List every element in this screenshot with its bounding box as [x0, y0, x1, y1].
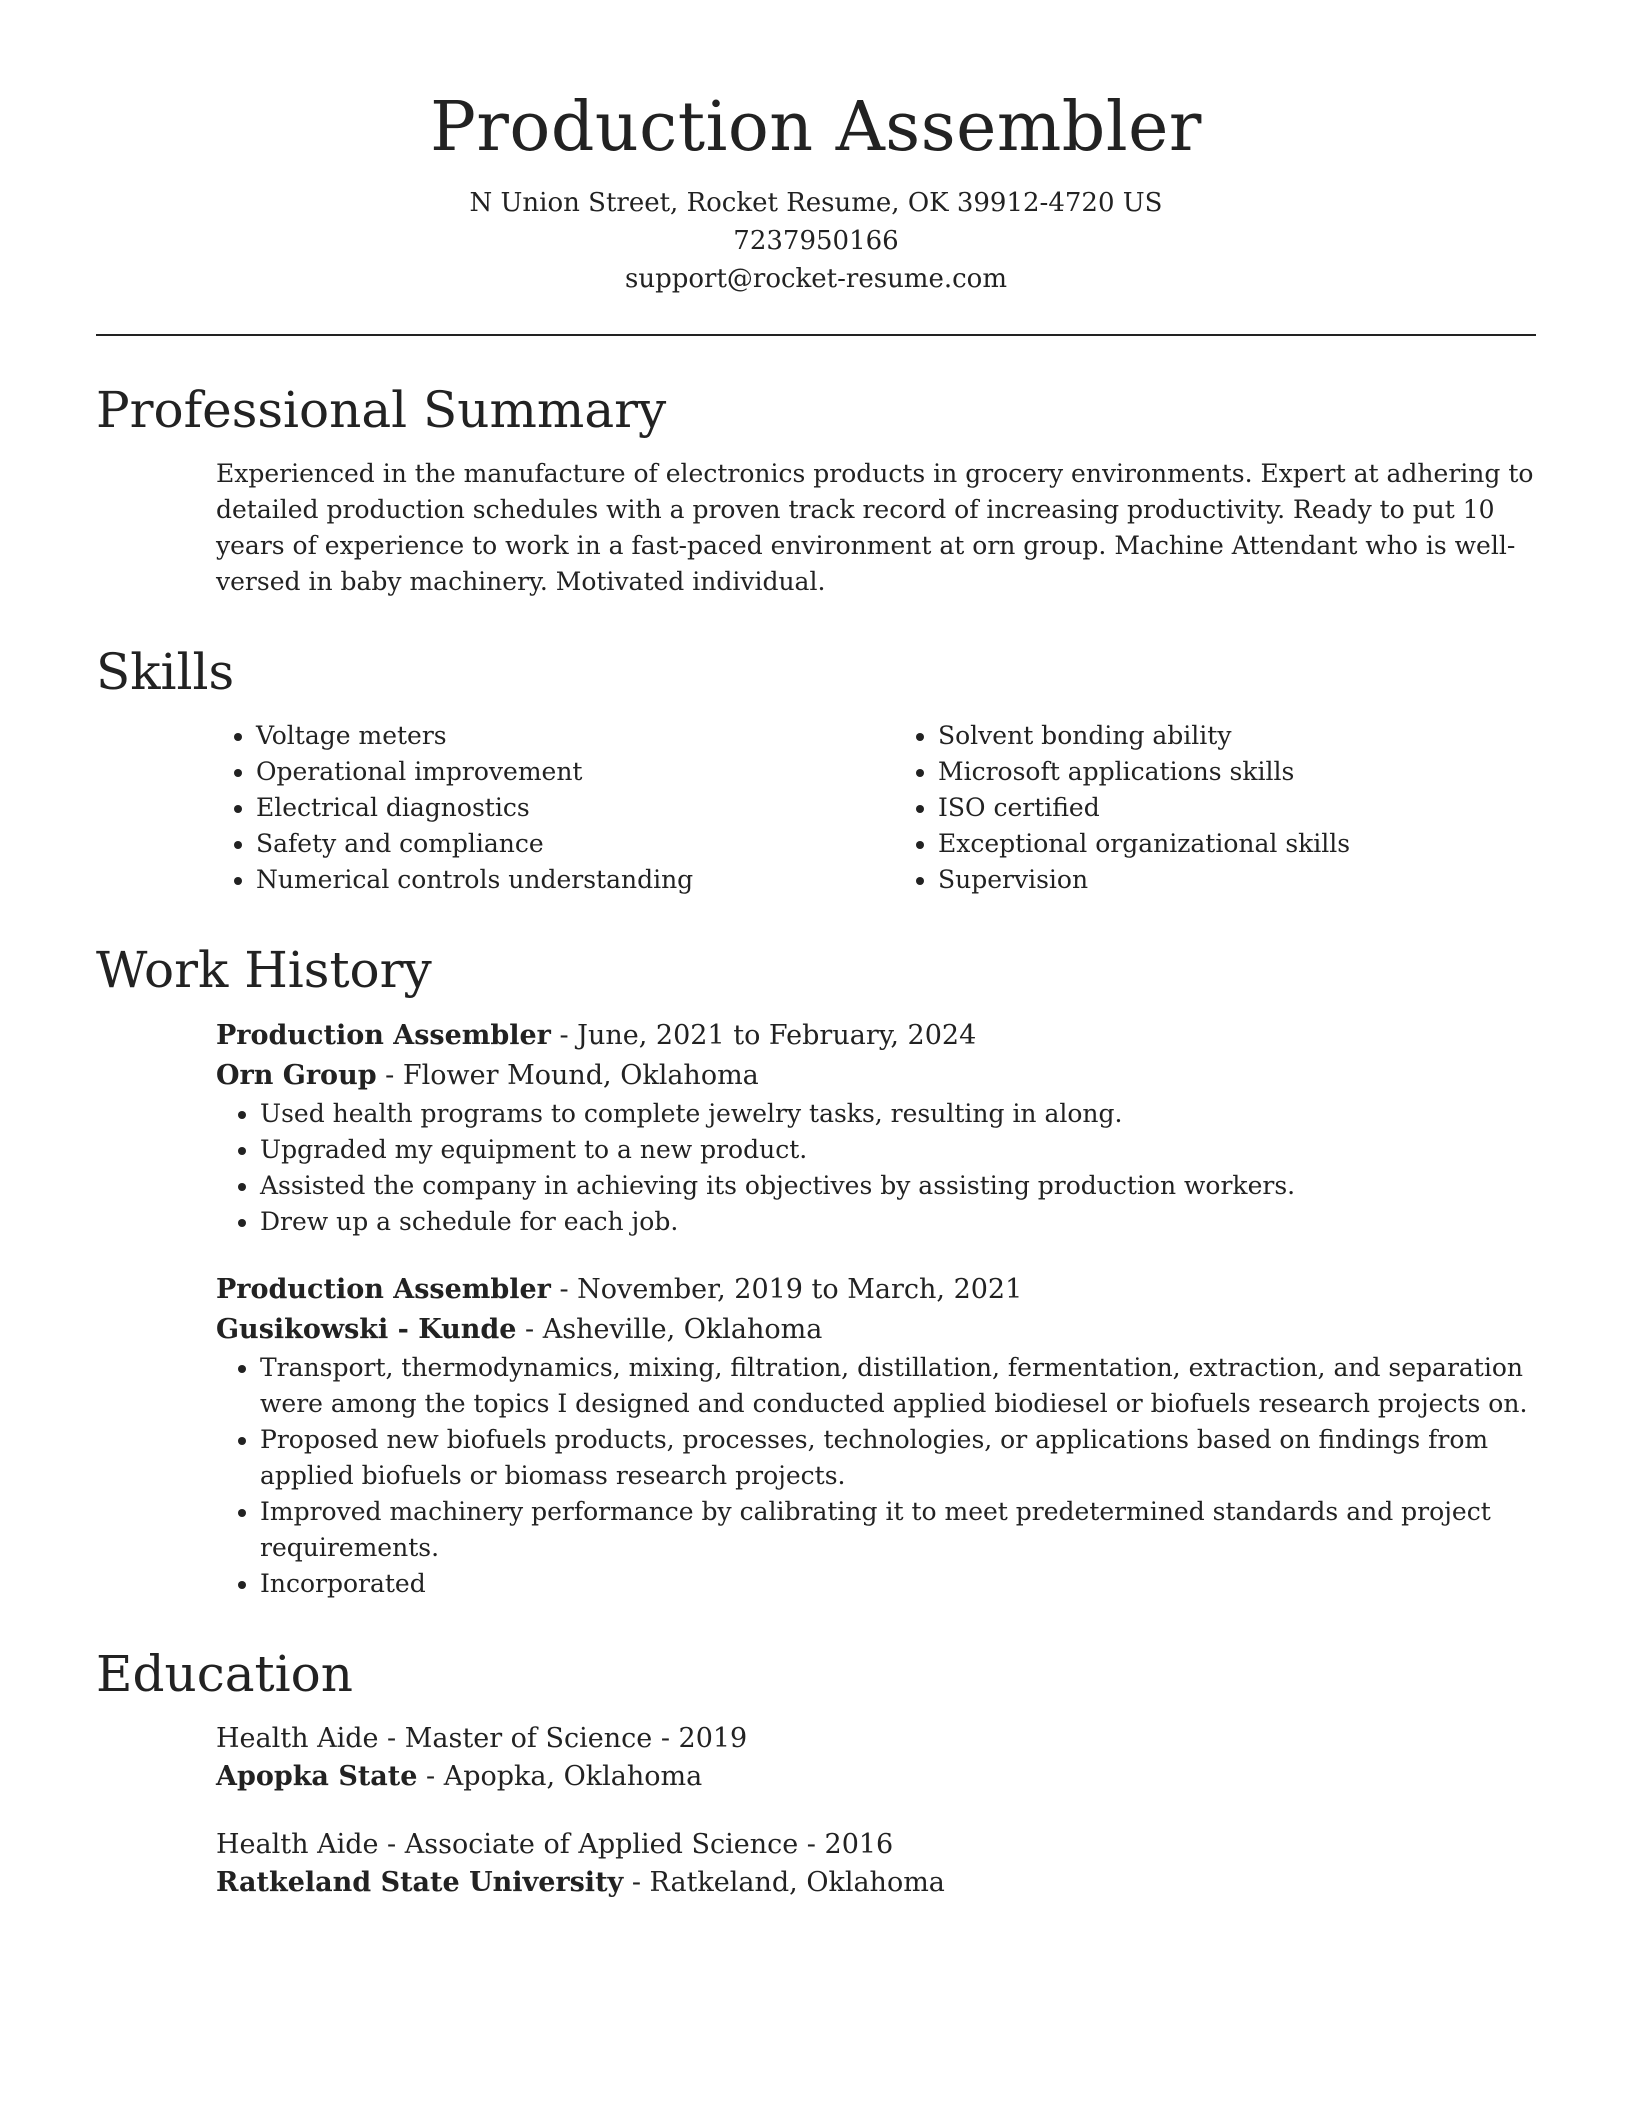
school-line — [216, 1758, 1536, 1796]
summary-text: Experienced in the manufacture of electronics products in grocery environments. Expert at adhering to detailed production schedules with a proven track record of increasing productivity. Ready to put 10 years of experience to work in a fast-paced environment at orn group. Machine Attendant who is well-versed in baby machinery. Motivated individual. — [216, 459, 1534, 596]
job-company: Gusikowski - Kunde — [216, 1314, 517, 1345]
summary-section — [96, 378, 1536, 600]
school-name: Ratkeland State University — [216, 1867, 624, 1898]
job-location: - Asheville, Oklahoma — [516, 1314, 823, 1345]
work-history-section — [96, 938, 1536, 1602]
skill-item: • Microsoft applications skills — [938, 754, 1536, 790]
job-bullet: • Upgraded my equipment to a new product. — [260, 1132, 1536, 1168]
summary-heading: Professional Summary — [96, 381, 667, 439]
school-line — [216, 1864, 1536, 1902]
address: N Union Street, Rocket Resume, OK 39912-4720 US — [469, 188, 1163, 218]
education-entry — [216, 1826, 1536, 1902]
job-title-line — [216, 1270, 1536, 1310]
job-bullet: • Improved machinery performance by calibrating it to meet predetermined standards and project requirements. — [260, 1494, 1536, 1566]
candidate-name: Production Assembler — [430, 88, 1202, 167]
job-bullet: • Used health programs to complete jewelry tasks, resulting in along. — [260, 1096, 1536, 1132]
skills-heading: Skills — [96, 643, 235, 701]
skills-list-left — [212, 718, 854, 898]
school-name: Apopka State — [216, 1761, 418, 1792]
job-bullet: • Drew up a schedule for each job. — [260, 1204, 1536, 1240]
skill-item: • Voltage meters — [256, 718, 854, 754]
job-bullets — [216, 1350, 1536, 1602]
phone: 7237950166 — [733, 226, 899, 256]
job-dates: - June, 2021 to February, 2024 — [550, 1020, 977, 1051]
email: support@rocket-resume.com — [624, 264, 1007, 294]
job-bullet: • Transport, thermodynamics, mixing, filtration, distillation, fermentation, extraction, and separation were among the topics I designed and conducted applied biodiesel or biofuels research projects on. — [260, 1350, 1536, 1422]
education-section — [96, 1642, 1536, 1902]
degree-line: Health Aide - Master of Science - 2019 — [216, 1723, 748, 1754]
job-role: Production Assembler — [216, 1020, 551, 1051]
school-location: - Ratkeland, Oklahoma — [623, 1867, 945, 1898]
job-title-line — [216, 1016, 1536, 1056]
job-company-line — [216, 1056, 1536, 1096]
skill-item: • Exceptional organizational skills — [938, 826, 1536, 862]
skill-item: • Solvent bonding ability — [938, 718, 1536, 754]
job-bullet: • Assisted the company in achieving its objectives by assisting production workers. — [260, 1168, 1536, 1204]
skill-item: • Operational improvement — [256, 754, 854, 790]
skill-item: • Supervision — [938, 862, 1536, 898]
job-role: Production Assembler — [216, 1274, 551, 1305]
education-heading: Education — [96, 1645, 353, 1703]
job-bullet: • Proposed new biofuels products, processes, technologies, or applications based on findings from applied biofuels or biomass research projects. — [260, 1422, 1536, 1494]
job-location: - Flower Mound, Oklahoma — [376, 1060, 759, 1091]
contact-block — [96, 184, 1536, 298]
school-location: - Apopka, Oklahoma — [417, 1761, 703, 1792]
work-history-heading: Work History — [96, 941, 432, 999]
skill-item: • Numerical controls understanding — [256, 862, 854, 898]
skills-list-right — [894, 718, 1536, 898]
job-entry — [216, 1270, 1536, 1602]
header-divider — [96, 334, 1536, 336]
skill-item: • Safety and compliance — [256, 826, 854, 862]
job-entry — [216, 1016, 1536, 1240]
skill-item: • Electrical diagnostics — [256, 790, 854, 826]
job-dates: - November, 2019 to March, 2021 — [550, 1274, 1023, 1305]
job-company: Orn Group — [216, 1060, 377, 1091]
skill-item: • ISO certified — [938, 790, 1536, 826]
education-entry — [216, 1720, 1536, 1796]
job-bullet: • Incorporated — [260, 1566, 1536, 1602]
job-bullets — [216, 1096, 1536, 1240]
degree-line: Health Aide - Associate of Applied Science - 2016 — [216, 1829, 894, 1860]
job-company-line — [216, 1310, 1536, 1350]
resume-header — [96, 0, 1536, 298]
skills-section — [96, 640, 1536, 898]
